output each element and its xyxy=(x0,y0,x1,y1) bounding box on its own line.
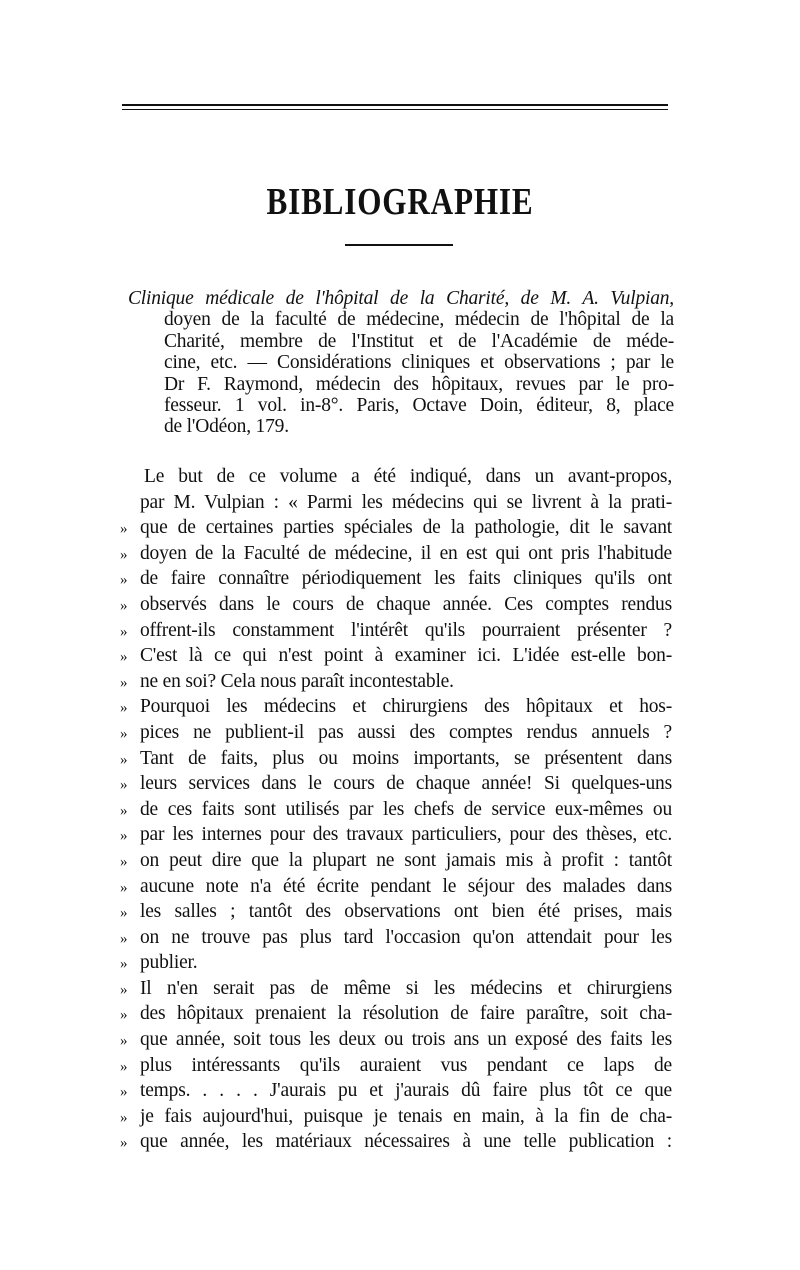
body-line-text: on ne trouve pas plus tard l'occasion qu'on attendait pour les xyxy=(140,926,672,948)
quote-mark: » xyxy=(120,1058,128,1075)
body-line-text: de ces faits sont utilisés par les chefs de service eux-mêmes ou xyxy=(140,798,672,820)
body-line-text: que année, les matériaux nécessaires à une telle publication : xyxy=(140,1131,672,1153)
quote-mark: » xyxy=(120,930,128,947)
body-line xyxy=(120,1053,672,1079)
reference-line: doyen de la faculté de médecine, médecin de l'hôpital de la xyxy=(164,309,674,331)
body-line xyxy=(120,490,672,516)
body-line-text: plus intéressants qu'ils auraient vus pendant ce laps de xyxy=(140,1054,672,1076)
quote-mark: » xyxy=(120,956,128,973)
body-line-text: par les internes pour des travaux particuliers, pour des thèses, etc. xyxy=(140,824,672,846)
quote-mark: » xyxy=(120,649,128,666)
body-text xyxy=(120,464,672,1155)
body-line xyxy=(120,925,672,951)
body-line xyxy=(120,1001,672,1027)
reference-line: fesseur. 1 vol. in-8°. Paris, Octave Doin, éditeur, 8, place xyxy=(164,395,674,417)
quote-mark: » xyxy=(120,828,128,845)
quote-mark: » xyxy=(120,802,128,819)
quote-mark: » xyxy=(120,597,128,614)
body-line-text: aucune note n'a été écrite pendant le séjour des malades dans xyxy=(140,875,672,897)
quote-mark: » xyxy=(120,1007,128,1024)
body-line-text: Le but de ce volume a été indiqué, dans un avant-propos, xyxy=(144,466,672,487)
body-line xyxy=(120,592,672,618)
body-line-text: offrent-ils constamment l'intérêt qu'ils pourraient présenter ? xyxy=(140,619,672,641)
body-line xyxy=(120,848,672,874)
body-line-text: doyen de la Faculté de médecine, il en est qui ont pris l'habitude xyxy=(140,542,672,564)
body-line xyxy=(120,1027,672,1053)
body-line-text: que année, soit tous les deux ou trois ans un exposé des faits les xyxy=(140,1029,672,1051)
body-line xyxy=(120,643,672,669)
quote-mark: » xyxy=(120,546,128,563)
body-line xyxy=(120,720,672,746)
body-line xyxy=(120,976,672,1002)
body-line-text: Pourquoi les médecins et chirurgiens des hôpitaux et hos- xyxy=(140,696,672,718)
body-line xyxy=(120,694,672,720)
quote-mark: » xyxy=(120,905,128,922)
body-line-text: observés dans le cours de chaque année. Ces comptes rendus xyxy=(140,593,672,615)
reference-line: cine, etc. — Considérations cliniques et observations ; par le xyxy=(164,352,674,374)
reference-line: de l'Odéon, 179. xyxy=(164,416,289,438)
body-line-text: publier. xyxy=(140,952,198,974)
quote-mark: » xyxy=(120,751,128,768)
reference-line: Clinique médicale de l'hôpital de la Charité, de M. A. Vulpian, xyxy=(128,288,674,309)
body-line-text: Tant de faits, plus ou moins importants, se présentent dans xyxy=(140,747,672,769)
body-line-text: ne en soi? Cela nous paraît incontestable. xyxy=(140,670,454,692)
quote-mark: » xyxy=(120,1033,128,1050)
body-line-text: les salles ; tantôt des observations ont bien été prises, mais xyxy=(140,901,672,923)
body-line xyxy=(120,618,672,644)
quote-mark: » xyxy=(120,725,128,742)
body-line-text: temps. . . . . J'aurais pu et j'aurais dû faire plus tôt ce que xyxy=(140,1080,672,1102)
quote-mark: » xyxy=(120,700,128,717)
quote-mark: » xyxy=(120,1109,128,1126)
body-line-text: des hôpitaux prenaient la résolution de faire paraître, soit cha- xyxy=(140,1003,672,1025)
quote-mark: » xyxy=(120,623,128,640)
body-line xyxy=(120,1078,672,1104)
quote-mark: » xyxy=(120,981,128,998)
body-line xyxy=(120,464,672,490)
body-line-text: pices ne publient-il pas aussi des comptes rendus annuels ? xyxy=(140,721,672,743)
quote-mark: » xyxy=(120,853,128,870)
body-line xyxy=(120,541,672,567)
quote-mark: » xyxy=(120,777,128,794)
top-rule-thin xyxy=(122,109,668,110)
body-line xyxy=(120,950,672,976)
body-line xyxy=(120,1104,672,1130)
body-line xyxy=(120,874,672,900)
top-rule xyxy=(122,104,668,106)
body-line-text: que de certaines parties spéciales de la pathologie, dit le savant xyxy=(140,517,672,539)
body-line-text: C'est là ce qui n'est point à examiner ici. L'idée est-elle bon- xyxy=(140,645,672,667)
body-line xyxy=(120,746,672,772)
bibliographic-reference xyxy=(128,288,674,438)
body-line-text: leurs services dans le cours de chaque année! Si quelques-uns xyxy=(140,773,672,795)
body-line xyxy=(120,566,672,592)
body-line xyxy=(120,822,672,848)
body-line xyxy=(120,771,672,797)
body-line xyxy=(120,669,672,695)
quote-mark: » xyxy=(120,674,128,691)
body-line-text: on peut dire que la plupart ne sont jamais mis à profit : tantôt xyxy=(140,849,672,871)
body-line-text: Il n'en serait pas de même si les médecins et chirurgiens xyxy=(140,977,672,999)
body-line-text: de faire connaître périodiquement les faits cliniques qu'ils ont xyxy=(140,568,672,590)
page-title: BIBLIOGRAPHIE xyxy=(266,181,534,223)
body-line xyxy=(120,899,672,925)
quote-mark: » xyxy=(120,572,128,589)
title-divider xyxy=(345,244,453,246)
quote-mark: » xyxy=(120,1135,128,1152)
quote-mark: » xyxy=(120,879,128,896)
body-line xyxy=(120,797,672,823)
quote-mark: » xyxy=(120,1084,128,1101)
body-line xyxy=(120,515,672,541)
body-line xyxy=(120,1129,672,1155)
reference-line: Charité, membre de l'Institut et de l'Académie de méde- xyxy=(164,330,674,352)
quote-mark: » xyxy=(120,521,128,538)
body-line-text: je fais aujourd'hui, puisque je tenais en main, à la fin de cha- xyxy=(140,1105,672,1127)
reference-line: Dr F. Raymond, médecin des hôpitaux, revues par le pro- xyxy=(164,373,674,395)
body-line-text: par M. Vulpian : « Parmi les médecins qui se livrent à la prati- xyxy=(140,491,672,513)
